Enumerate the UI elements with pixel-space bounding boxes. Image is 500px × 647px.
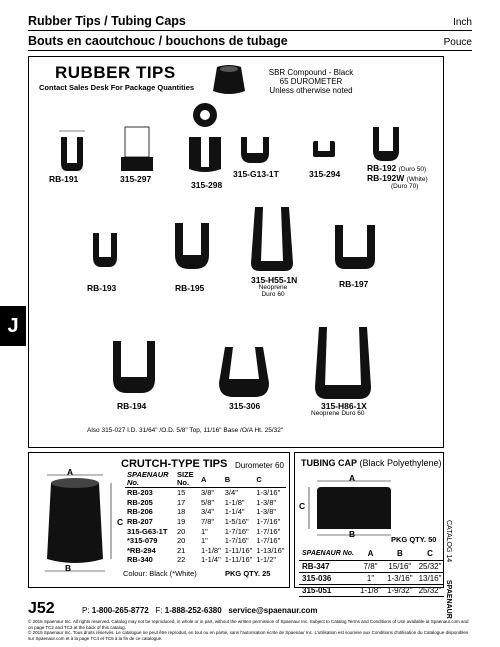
table-cell: 315-G63-1T	[127, 526, 168, 536]
unit-fr: Pouce	[443, 37, 472, 48]
cap-dim-b: B	[349, 529, 356, 539]
side-catalog: CATALOG 14	[445, 520, 452, 563]
315-297-drawing	[121, 127, 153, 171]
table-cell: 315-051	[299, 585, 357, 597]
table-cell: 7/8"	[201, 517, 215, 527]
table-cell: RB-340	[127, 555, 153, 565]
cap-col-b: B	[384, 546, 416, 561]
crutch-col-size: SIZE No.	[177, 470, 194, 487]
cap-dim-c: C	[299, 501, 306, 511]
table-cell: 1-7/16"	[256, 517, 281, 527]
table-cell: 315-036	[299, 573, 357, 585]
crutch-tips-panel	[28, 452, 290, 588]
table-cell: *RB-294	[127, 545, 156, 555]
compound-note: SBR Compound - Black 65 DUROMETER Unless otherwise noted	[268, 68, 354, 95]
table-cell: 1-13/16"	[256, 545, 285, 555]
table-cell: 1-3/16"	[384, 573, 416, 585]
crutch-col-a: A	[201, 474, 207, 484]
table-cell: 1-1/8"	[224, 497, 245, 507]
crutch-dim-c: C	[117, 517, 124, 527]
crutch-col-part: SPAENAUR No.	[127, 470, 169, 487]
sample-tip-drawing	[213, 65, 245, 94]
table-cell: 1-3/8"	[256, 507, 277, 517]
crutch-dim-b: B	[65, 563, 72, 573]
table-cell: 21	[177, 545, 186, 555]
part-label-315-h55-1n: 315-H55-1N	[251, 275, 298, 285]
315-298-drawing	[189, 103, 221, 172]
table-cell: 1"	[201, 536, 208, 546]
cap-col-a: A	[357, 546, 384, 561]
table-cell: 1-11/16"	[224, 555, 253, 565]
rb-193-drawing	[93, 233, 117, 267]
table-cell: 18	[177, 507, 186, 517]
crutch-tips-durometer: Durometer 60	[235, 461, 284, 470]
rb-191-drawing	[59, 131, 85, 171]
table-row	[125, 507, 286, 517]
part-label-rb-197: RB-197	[339, 279, 369, 289]
table-cell: 13/16"	[416, 573, 445, 585]
part-label-rb-194: RB-194	[117, 401, 147, 411]
crutch-dim-a: A	[67, 467, 74, 477]
unit-en: Inch	[453, 17, 472, 28]
cap-col-part: SPAENAUR No.	[299, 546, 357, 561]
table-cell: 1"	[201, 526, 208, 536]
table-cell: RB-206	[127, 507, 153, 517]
part-label-rb-192: RB-192 (Duro 50)	[367, 163, 427, 173]
part-label-rb-195: RB-195	[175, 283, 205, 293]
table-cell: 7/8"	[357, 561, 384, 573]
page-title-fr: Bouts en caoutchouc / bouchons de tubage	[28, 34, 288, 48]
phone-number[interactable]: 1-800-265-8772	[91, 606, 149, 615]
rubber-tips-panel	[28, 56, 444, 448]
315-g13-1t-drawing	[241, 137, 269, 163]
tubing-cap-panel	[294, 452, 444, 595]
part-label-315-297: 315-297	[120, 174, 152, 184]
table-cell: RB-205	[127, 497, 153, 507]
page-number: J52	[28, 600, 55, 617]
table-cell: 1-11/16"	[224, 545, 253, 555]
header-rule	[28, 30, 472, 31]
315-h86-1x-drawing	[315, 327, 371, 399]
crutch-tips-title: CRUTCH-TYPE TIPS	[121, 458, 228, 470]
rubber-tips-title: RUBBER TIPS	[55, 63, 176, 82]
crutch-pkg: PKG QTY. 25	[225, 569, 271, 578]
part-label-315-306: 315-306	[229, 401, 261, 411]
rubber-tips-footnote: Also 315-027 I.D. 31/64" /O.D. 5/8" Top, 11/16" Base /O/A Ht. 25/32"	[87, 427, 284, 434]
table-cell: 3/4"	[201, 507, 215, 517]
table-cell: 25/32"	[416, 585, 445, 597]
table-cell: 1-1/8"	[201, 545, 221, 555]
table-cell: 1-1/4"	[201, 555, 221, 565]
315-h86-1x-note: Neoprene Duro 60	[311, 410, 365, 417]
table-cell: 25/32"	[416, 561, 445, 573]
crutch-col-c: C	[256, 474, 262, 484]
side-spaenaur: SPAENAUR	[445, 580, 452, 619]
table-cell: 1-5/16"	[224, 517, 249, 527]
part-label-315-294: 315-294	[309, 169, 341, 179]
table-cell: 1-7/16"	[256, 526, 281, 536]
table-cell: 20	[177, 526, 186, 536]
table-cell: 1-3/8"	[256, 497, 277, 507]
table-row	[125, 488, 286, 498]
table-cell: 1"	[357, 573, 384, 585]
table-cell: 1-1/2"	[256, 555, 277, 565]
rubber-tips-subtitle: Contact Sales Desk For Package Quantities	[39, 83, 195, 92]
cap-col-c: C	[416, 546, 445, 561]
crutch-col-b: B	[224, 474, 231, 484]
table-cell: 19	[177, 517, 186, 527]
table-row	[125, 536, 286, 546]
section-tab: J	[0, 306, 26, 346]
part-label-315-298: 315-298	[191, 180, 223, 190]
rubber-tips-drawings	[29, 57, 443, 447]
table-row	[125, 555, 286, 565]
table-row	[125, 526, 286, 536]
page-title-en: Rubber Tips / Tubing Caps	[28, 14, 186, 28]
table-row	[299, 585, 444, 597]
rb-192w-duro: (Duro 70)	[391, 183, 419, 190]
table-cell: RB-207	[127, 517, 153, 527]
table-cell: 17	[177, 497, 186, 507]
crutch-colour: Colour: Black (*White)	[123, 569, 197, 578]
table-cell: 5/8"	[201, 497, 215, 507]
table-cell: 3/4"	[224, 488, 238, 498]
table-cell: RB-347	[299, 561, 357, 573]
315-294-drawing	[313, 141, 335, 157]
table-cell: 1-1/8"	[357, 585, 384, 597]
table-cell: 1-3/16"	[256, 488, 281, 498]
table-cell: 1-7/16"	[256, 536, 281, 546]
table-cell: 3/8"	[201, 488, 215, 498]
table-cell: 15	[177, 488, 186, 498]
header-rule-2	[28, 50, 472, 51]
table-cell: RB-203	[127, 488, 153, 498]
footer-legal: © 2015 Spaenaur Inc. All rights reserved. Catalog may not be reproduced, in whole or in part, without the written permission of Spaenaur Inc. Subject to Catalog Terms and Conditions of Use available at Spaenaur.com and on page TC2 and TC3 at the back of this catalog. © 2015 Spaenaur Inc. Tous droits réservés. Le catalogue ne peut être reproduit, en tout ou en partie, sans l'autorisation écrite de Spaenaur Inc. L'utilisation est soumise aux Conditions d'utilisation du Catalogue disponibles sur Spaenaur.com et à la page TC4 et TC5 à la fin de ce catalogue.	[28, 619, 469, 641]
tubing-cap-drawing	[295, 471, 443, 543]
part-label-rb-191: RB-191	[49, 174, 79, 184]
crutch-tip-drawing	[31, 467, 124, 587]
part-label-rb-193: RB-193	[87, 283, 117, 293]
rb-197-drawing	[335, 225, 375, 269]
table-row	[125, 517, 286, 527]
cap-dim-a: A	[349, 473, 356, 483]
table-cell: *315-079	[127, 536, 158, 546]
part-label-315-h86-1x: 315-H86-1X	[321, 401, 367, 411]
table-row	[299, 561, 444, 573]
rb-195-drawing	[175, 223, 209, 269]
315-h55-1n-drawing	[251, 207, 293, 271]
table-row	[299, 573, 444, 585]
email-link[interactable]: service@spaenaur.com	[228, 606, 318, 615]
tubing-cap-table	[299, 546, 444, 597]
part-label-rb-192w: RB-192W (White)	[367, 173, 428, 183]
rb-194-drawing	[113, 341, 155, 393]
table-cell: 20	[177, 536, 186, 546]
table-row	[125, 546, 286, 556]
crutch-tips-table	[125, 471, 286, 565]
315-306-drawing	[219, 347, 269, 397]
part-label-315-g13-1t: 315-G13-1T	[233, 169, 279, 179]
table-cell: 15/16"	[384, 561, 416, 573]
table-cell: 1-7/16"	[224, 536, 249, 546]
tubing-cap-pkg: PKG QTY. 50	[391, 535, 437, 544]
table-cell: 1-9/32"	[384, 585, 416, 597]
table-cell: 1-1/4"	[224, 507, 245, 517]
footer-contact: P: 1-800-265-8772 F: 1-888-252-6380 service@spaenaur.com	[82, 606, 318, 615]
table-cell: 1-7/16"	[224, 526, 249, 536]
fax-number: 1-888-252-6380	[164, 606, 222, 615]
315-h55-1n-note: Neoprene Duro 60	[258, 284, 288, 298]
table-cell: 22	[177, 555, 186, 565]
table-row	[125, 498, 286, 508]
tubing-cap-title: TUBING CAP (Black Polyethylene)	[301, 458, 442, 468]
rb-192-drawing	[373, 127, 399, 161]
